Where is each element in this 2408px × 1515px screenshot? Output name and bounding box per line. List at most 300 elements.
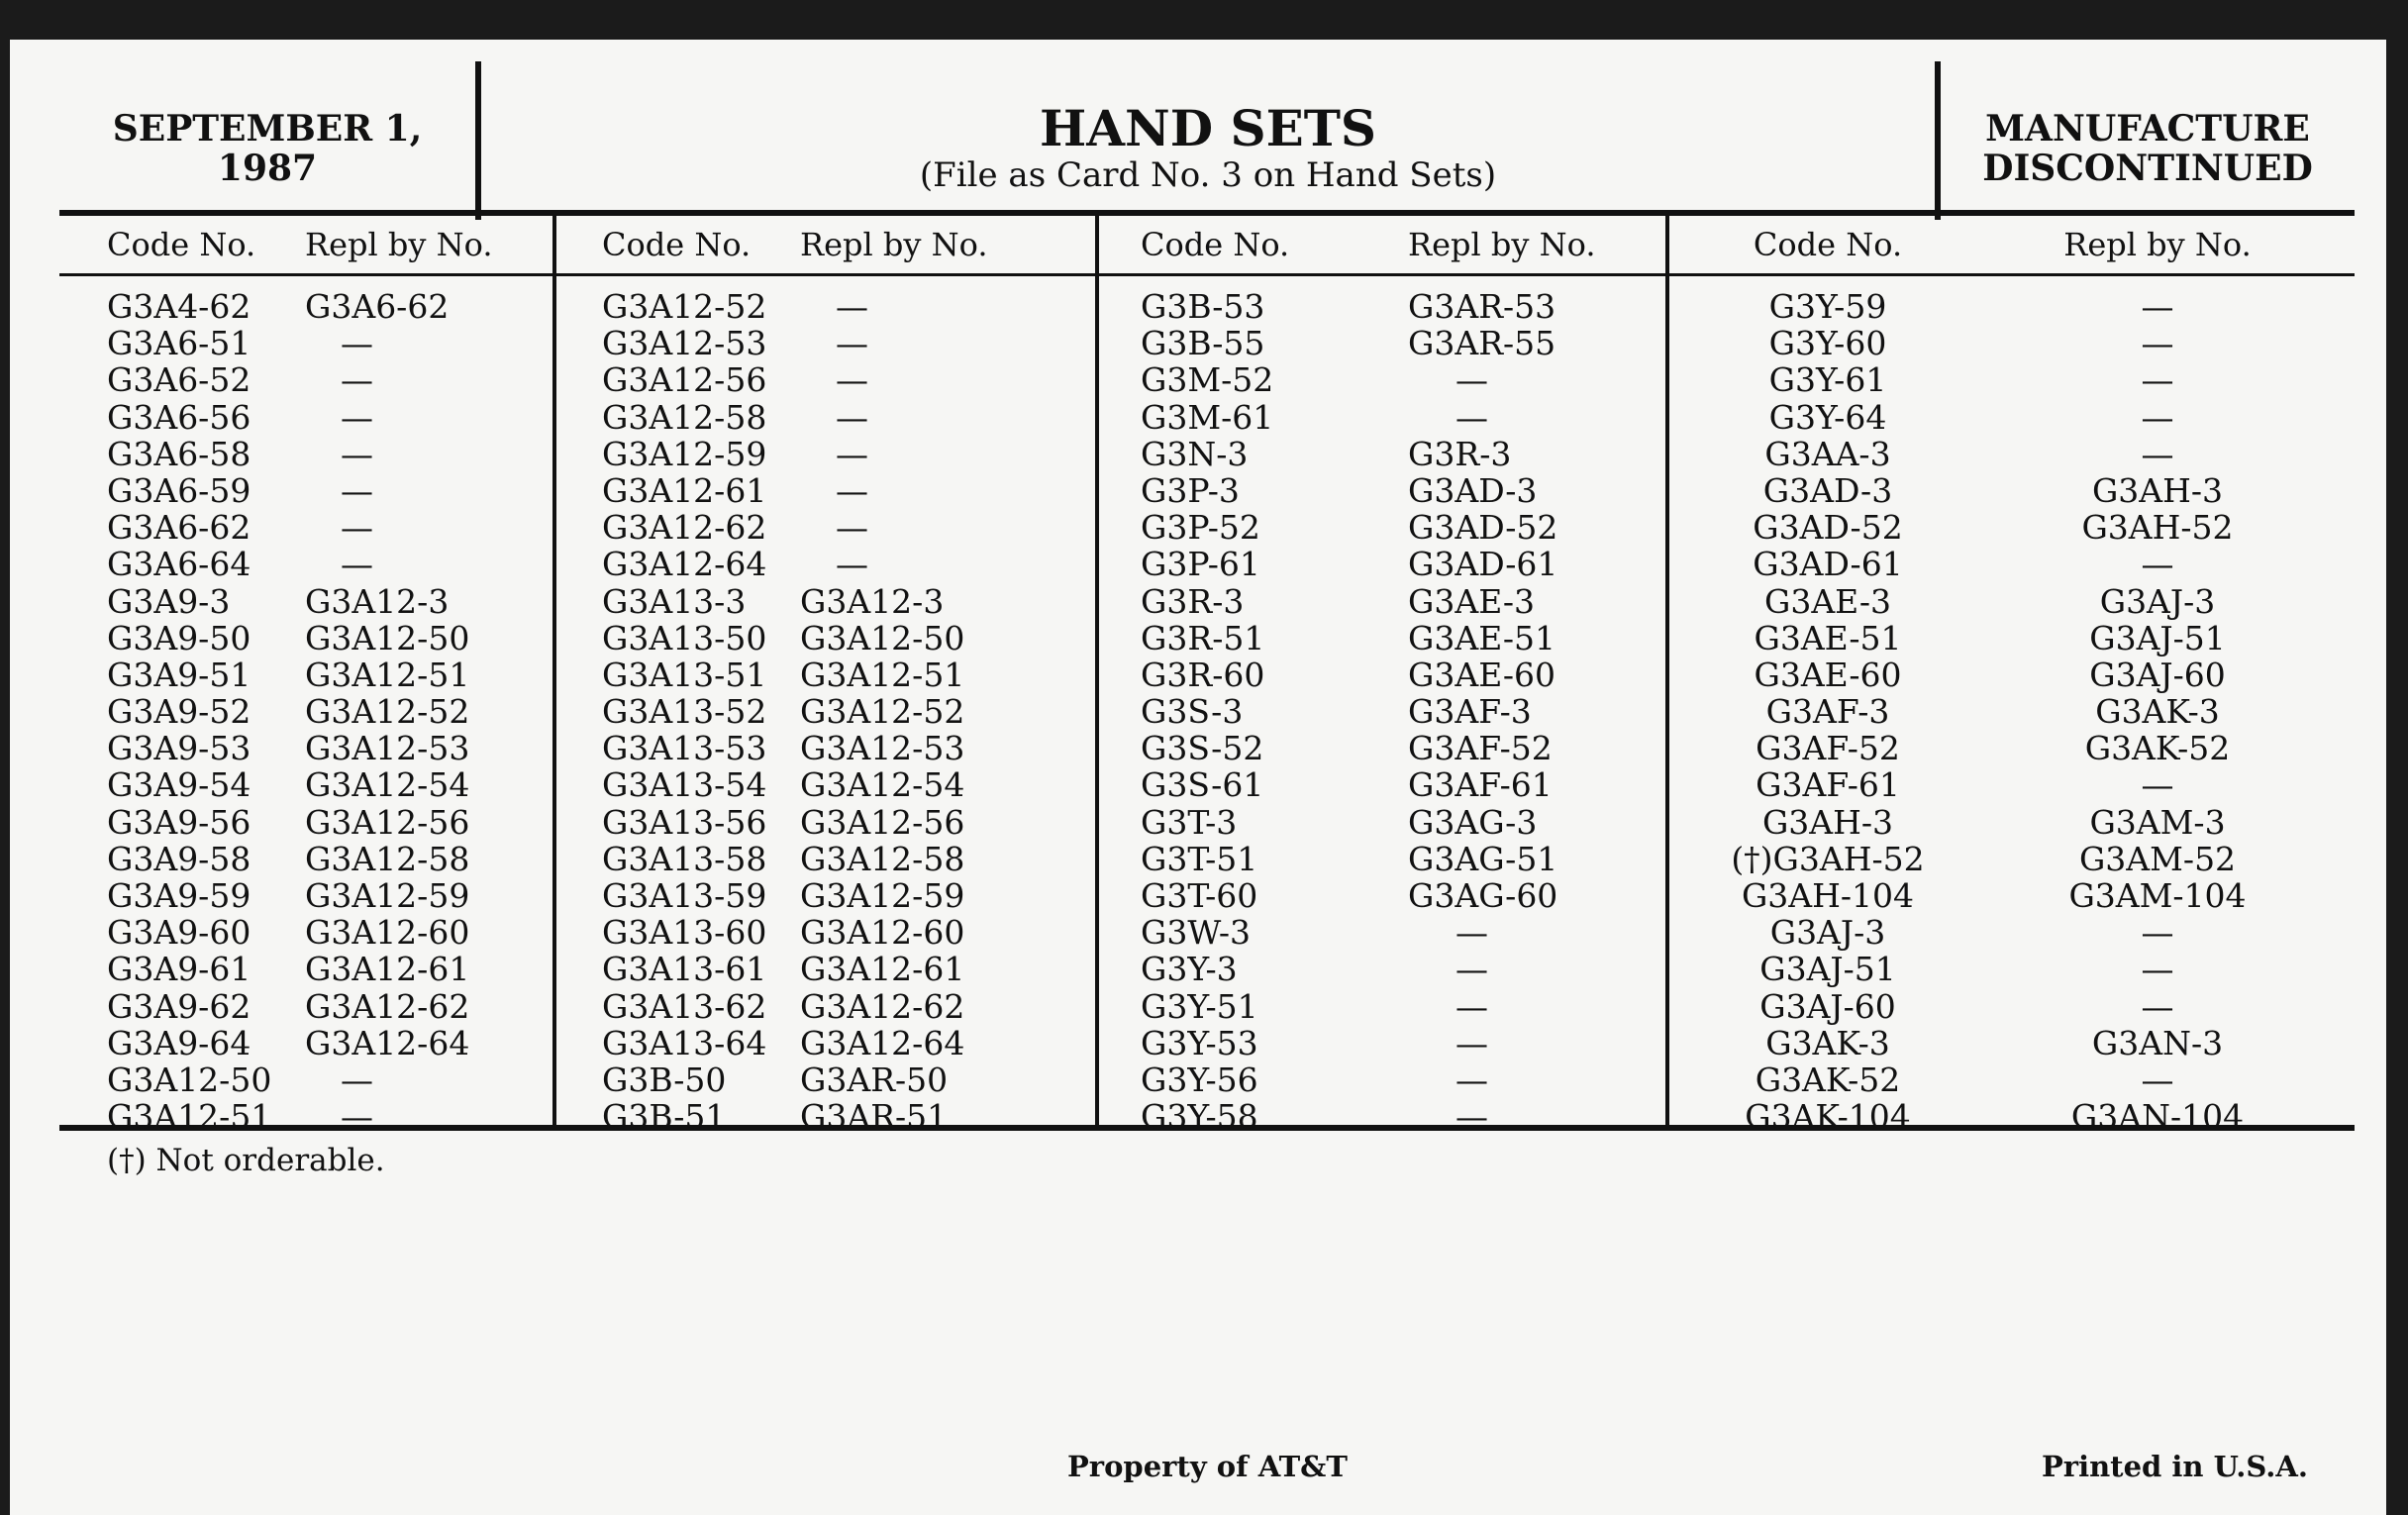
code-number-cell: G3A9-64 xyxy=(107,1023,251,1062)
code-number-cell: G3AJ-51 xyxy=(1759,950,1896,989)
table-row xyxy=(1099,361,1665,398)
column-header-row xyxy=(556,216,1095,276)
code-number-cell: G3A6-64 xyxy=(107,545,251,584)
replacement-number-cell: — xyxy=(341,324,373,363)
table-row xyxy=(59,656,552,693)
code-number-cell: (†)G3AH-52 xyxy=(1731,839,1925,878)
code-number-cell: G3R-51 xyxy=(1141,618,1265,657)
table-row xyxy=(556,472,1095,509)
table-row xyxy=(1669,1061,2355,1098)
code-number-cell: G3Y-51 xyxy=(1141,986,1258,1026)
table-row xyxy=(1099,1025,1665,1061)
table-row xyxy=(1669,399,2355,436)
replacement-number-cell: — xyxy=(1455,360,1488,400)
replacement-number-cell: G3AF-52 xyxy=(1408,729,1553,768)
replacement-number-cell: G3A12-58 xyxy=(800,839,965,878)
replacement-number-cell: — xyxy=(2141,360,2174,400)
code-number-cell: G3P-52 xyxy=(1141,508,1260,548)
code-number-cell: G3A9-58 xyxy=(107,839,251,878)
code-number-cell: G3R-60 xyxy=(1141,655,1265,694)
repl-column-header: Repl by No. xyxy=(800,226,988,263)
code-number-cell: G3A9-53 xyxy=(107,729,251,768)
replacement-number-cell: G3A12-3 xyxy=(305,581,450,621)
code-number-cell: G3AH-104 xyxy=(1741,876,1915,915)
code-number-cell: G3AK-3 xyxy=(1765,1023,1890,1062)
replacement-number-cell: G3AD-52 xyxy=(1408,508,1558,548)
table-body xyxy=(59,276,552,1135)
replacement-number-cell: G3A12-51 xyxy=(800,655,965,694)
code-number-cell: G3A12-53 xyxy=(602,324,767,363)
repl-column-header: Repl by No. xyxy=(2063,226,2252,263)
replacement-number-cell: G3AG-51 xyxy=(1408,839,1558,878)
replacement-number-cell: G3AM-3 xyxy=(2089,802,2226,842)
table-row xyxy=(556,1061,1095,1098)
code-number-cell: G3A13-58 xyxy=(602,839,767,878)
code-number-cell: G3A12-62 xyxy=(602,508,767,548)
code-number-cell: G3A6-56 xyxy=(107,397,251,437)
table-row xyxy=(1099,509,1665,546)
replacement-number-cell: G3AK-52 xyxy=(2084,729,2231,768)
code-number-cell: G3AF-61 xyxy=(1756,765,1900,805)
replacement-number-cell: G3A12-59 xyxy=(305,876,470,915)
table-row xyxy=(59,583,552,620)
table-group-4 xyxy=(1665,216,2355,1137)
code-number-cell: G3AE-60 xyxy=(1754,655,1902,694)
repl-column-header: Repl by No. xyxy=(1408,226,1596,263)
replacement-number-cell: — xyxy=(836,287,868,326)
page-title: HAND SETS xyxy=(1039,99,1377,157)
table-row xyxy=(556,361,1095,398)
replacement-number-cell: — xyxy=(2141,950,2174,989)
table-row xyxy=(1669,1025,2355,1061)
replacement-number-cell: — xyxy=(2141,913,2174,953)
replacement-number-cell: G3A12-56 xyxy=(800,802,965,842)
table-row xyxy=(1669,288,2355,325)
table-row xyxy=(556,766,1095,803)
replacement-number-cell: G3AH-3 xyxy=(2091,470,2224,510)
replacement-number-cell: G3AD-3 xyxy=(1408,470,1538,510)
code-number-cell: G3Y-53 xyxy=(1141,1023,1258,1062)
code-number-cell: G3A9-54 xyxy=(107,765,251,805)
code-number-cell: G3A6-52 xyxy=(107,360,251,400)
code-number-cell: G3A6-58 xyxy=(107,434,251,473)
code-column-header: Code No. xyxy=(107,226,256,263)
status-line-2: DISCONTINUED xyxy=(1982,148,2313,189)
table-row xyxy=(556,325,1095,361)
replacement-number-cell: — xyxy=(836,508,868,548)
table-row xyxy=(59,841,552,877)
table-row xyxy=(1669,730,2355,766)
table-group-1 xyxy=(59,216,552,1137)
code-number-cell: G3Y-3 xyxy=(1141,950,1238,989)
replacement-number-cell: — xyxy=(341,545,373,584)
table-row xyxy=(59,951,552,987)
replacement-number-cell: G3A12-53 xyxy=(800,729,965,768)
table-row xyxy=(1099,288,1665,325)
replacement-number-cell: G3A12-52 xyxy=(800,692,965,732)
table-row xyxy=(1669,472,2355,509)
code-number-cell: G3Y-61 xyxy=(1768,360,1887,400)
column-header-row xyxy=(59,216,552,276)
replacement-number-cell: G3A12-54 xyxy=(800,765,965,805)
table-row xyxy=(556,399,1095,436)
code-number-cell: G3B-55 xyxy=(1141,324,1265,363)
code-number-cell: G3AD-3 xyxy=(1762,470,1893,510)
code-number-cell: G3T-3 xyxy=(1141,802,1238,842)
code-number-cell: G3P-3 xyxy=(1141,470,1240,510)
table-row xyxy=(1099,399,1665,436)
code-number-cell: G3A9-61 xyxy=(107,950,251,989)
table-row xyxy=(59,288,552,325)
table-row xyxy=(59,1061,552,1098)
status-block xyxy=(1935,61,2355,220)
replacement-number-cell: G3A12-60 xyxy=(305,913,470,953)
replacement-number-cell: G3AM-52 xyxy=(2078,839,2237,878)
table-row xyxy=(556,436,1095,472)
date-line-2: 1987 xyxy=(217,148,318,189)
printed-notice: Printed in U.S.A. xyxy=(2042,1450,2308,1483)
code-number-cell: G3A6-51 xyxy=(107,324,251,363)
table-row xyxy=(556,1025,1095,1061)
table-row xyxy=(59,361,552,398)
replacement-number-cell: — xyxy=(341,434,373,473)
table-row xyxy=(1099,325,1665,361)
replacement-number-cell: — xyxy=(1455,397,1488,437)
table-row xyxy=(556,841,1095,877)
table-row xyxy=(1669,951,2355,987)
table-row xyxy=(1099,1098,1665,1135)
code-number-cell: G3A13-60 xyxy=(602,913,767,953)
table-row xyxy=(556,546,1095,582)
table-row xyxy=(556,620,1095,656)
code-number-cell: G3AJ-3 xyxy=(1769,913,1886,953)
code-number-cell: G3A12-50 xyxy=(107,1060,272,1099)
table-row xyxy=(1669,1098,2355,1135)
table-row xyxy=(1099,620,1665,656)
table-row xyxy=(1669,546,2355,582)
replacement-number-cell: G3A6-62 xyxy=(305,287,450,326)
code-number-cell: G3Y-59 xyxy=(1768,287,1887,326)
column-header-row xyxy=(1669,216,2355,276)
replacement-number-cell: G3AR-50 xyxy=(800,1060,949,1099)
code-number-cell: G3M-52 xyxy=(1141,360,1274,400)
replacement-number-cell: — xyxy=(2141,765,2174,805)
code-number-cell: G3A9-3 xyxy=(107,581,231,621)
code-number-cell: G3A9-50 xyxy=(107,618,251,657)
replacement-number-cell: G3A12-54 xyxy=(305,765,470,805)
replacement-number-cell: G3A12-61 xyxy=(305,950,470,989)
table-row xyxy=(59,436,552,472)
code-number-cell: G3A12-52 xyxy=(602,287,767,326)
table-row xyxy=(556,1098,1095,1135)
replacement-number-cell: — xyxy=(2141,1060,2174,1099)
table-row xyxy=(59,399,552,436)
table-group-2 xyxy=(552,216,1095,1137)
replacement-number-cell: — xyxy=(1455,986,1488,1026)
table-row xyxy=(59,730,552,766)
table-row xyxy=(1099,951,1665,987)
code-number-cell: G3Y-58 xyxy=(1141,1097,1258,1137)
code-column-header: Code No. xyxy=(1753,226,1903,263)
code-number-cell: G3AE-3 xyxy=(1763,581,1892,621)
table-body xyxy=(1099,276,1665,1135)
table-row xyxy=(59,620,552,656)
table-row xyxy=(1669,361,2355,398)
table-row xyxy=(59,472,552,509)
code-number-cell: G3A13-56 xyxy=(602,802,767,842)
replacement-number-cell: — xyxy=(2141,986,2174,1026)
code-number-cell: G3A6-59 xyxy=(107,470,251,510)
replacement-number-cell: G3AF-3 xyxy=(1408,692,1532,732)
footnote: (†) Not orderable. xyxy=(107,1143,385,1178)
repl-column-header: Repl by No. xyxy=(305,226,493,263)
table-row xyxy=(1099,546,1665,582)
table-row xyxy=(1669,804,2355,841)
table-row xyxy=(556,951,1095,987)
replacement-number-cell: — xyxy=(836,397,868,437)
code-number-cell: G3T-60 xyxy=(1141,876,1258,915)
replacement-number-cell: — xyxy=(836,434,868,473)
code-number-cell: G3N-3 xyxy=(1141,434,1249,473)
replacement-number-cell: G3AG-60 xyxy=(1408,876,1558,915)
code-number-cell: G3AK-104 xyxy=(1745,1097,1911,1137)
replacement-number-cell: G3A12-56 xyxy=(305,802,470,842)
replacement-number-cell: — xyxy=(1455,1060,1488,1099)
code-number-cell: G3Y-64 xyxy=(1768,397,1887,437)
code-number-cell: G3R-3 xyxy=(1141,581,1245,621)
table-row xyxy=(1669,325,2355,361)
table-row xyxy=(59,877,552,914)
code-number-cell: G3A13-53 xyxy=(602,729,767,768)
table-row xyxy=(556,988,1095,1025)
code-number-cell: G3A9-59 xyxy=(107,876,251,915)
table-row xyxy=(59,509,552,546)
code-number-cell: G3AA-3 xyxy=(1764,434,1891,473)
code-number-cell: G3A9-62 xyxy=(107,986,251,1026)
code-number-cell: G3Y-56 xyxy=(1141,1060,1258,1099)
table-row xyxy=(556,656,1095,693)
replacement-number-cell: G3A12-50 xyxy=(305,618,470,657)
replacement-number-cell: — xyxy=(1455,1097,1488,1137)
replacement-number-cell: G3A12-53 xyxy=(305,729,470,768)
code-number-cell: G3B-51 xyxy=(602,1097,727,1137)
table-row xyxy=(59,325,552,361)
title-block xyxy=(481,61,1935,220)
table-row xyxy=(1669,693,2355,730)
table-body xyxy=(1669,276,2355,1135)
code-number-cell: G3A9-51 xyxy=(107,655,251,694)
table-row xyxy=(1669,877,2355,914)
replacement-number-cell: G3A12-61 xyxy=(800,950,965,989)
table-row xyxy=(59,693,552,730)
code-number-cell: G3AF-3 xyxy=(1765,692,1890,732)
table-row xyxy=(1099,472,1665,509)
code-number-cell: G3A9-56 xyxy=(107,802,251,842)
code-number-cell: G3A4-62 xyxy=(107,287,251,326)
replacement-number-cell: — xyxy=(836,360,868,400)
code-number-cell: G3A12-61 xyxy=(602,470,767,510)
table-row xyxy=(1099,877,1665,914)
table-row xyxy=(59,546,552,582)
table-row xyxy=(1099,988,1665,1025)
code-number-cell: G3A12-51 xyxy=(107,1097,272,1137)
table-row xyxy=(1099,766,1665,803)
replacement-number-cell: — xyxy=(341,397,373,437)
date-block xyxy=(59,61,481,220)
replacement-number-cell: G3R-3 xyxy=(1408,434,1512,473)
code-number-cell: G3A12-56 xyxy=(602,360,767,400)
table-row xyxy=(59,914,552,951)
table-row xyxy=(1099,436,1665,472)
code-column-header: Code No. xyxy=(1141,226,1290,263)
code-number-cell: G3A12-58 xyxy=(602,397,767,437)
replacement-table xyxy=(59,210,2355,1137)
table-row xyxy=(1099,693,1665,730)
table-row xyxy=(1669,436,2355,472)
replacement-number-cell: — xyxy=(836,470,868,510)
code-number-cell: G3A12-59 xyxy=(602,434,767,473)
table-row xyxy=(1099,841,1665,877)
code-number-cell: G3A13-52 xyxy=(602,692,767,732)
table-row xyxy=(1669,841,2355,877)
code-number-cell: G3T-51 xyxy=(1141,839,1258,878)
replacement-number-cell: G3AJ-51 xyxy=(2089,618,2226,657)
replacement-number-cell: — xyxy=(836,324,868,363)
property-notice: Property of AT&T xyxy=(1067,1450,1348,1483)
code-column-header: Code No. xyxy=(602,226,752,263)
replacement-number-cell: G3A12-59 xyxy=(800,876,965,915)
replacement-number-cell: G3AR-55 xyxy=(1408,324,1556,363)
table-row xyxy=(556,914,1095,951)
replacement-number-cell: G3AN-3 xyxy=(2091,1023,2224,1062)
code-number-cell: G3S-3 xyxy=(1141,692,1244,732)
replacement-number-cell: — xyxy=(341,508,373,548)
code-number-cell: G3A13-50 xyxy=(602,618,767,657)
replacement-number-cell: G3A12-3 xyxy=(800,581,945,621)
table-row xyxy=(556,730,1095,766)
column-header-row xyxy=(1099,216,1665,276)
replacement-number-cell: G3A12-60 xyxy=(800,913,965,953)
table-row xyxy=(1669,914,2355,951)
table-group-3 xyxy=(1095,216,1665,1137)
replacement-number-cell: G3AD-61 xyxy=(1408,545,1558,584)
table-row xyxy=(556,509,1095,546)
code-number-cell: G3A6-62 xyxy=(107,508,251,548)
catalog-card xyxy=(10,40,2386,1515)
replacement-number-cell: G3A12-52 xyxy=(305,692,470,732)
replacement-number-cell: G3AE-51 xyxy=(1408,618,1556,657)
code-number-cell: G3A13-62 xyxy=(602,986,767,1026)
code-number-cell: G3A13-3 xyxy=(602,581,747,621)
replacement-number-cell: — xyxy=(1455,1023,1488,1062)
table-row xyxy=(1669,766,2355,803)
table-row xyxy=(556,583,1095,620)
code-number-cell: G3B-50 xyxy=(602,1060,727,1099)
replacement-number-cell: G3AR-51 xyxy=(800,1097,949,1137)
status-line-1: MANUFACTURE xyxy=(1985,108,2310,150)
code-number-cell: G3AH-3 xyxy=(1761,802,1894,842)
replacement-number-cell: — xyxy=(2141,397,2174,437)
table-row xyxy=(1099,1061,1665,1098)
code-number-cell: G3P-61 xyxy=(1141,545,1260,584)
code-number-cell: G3A9-52 xyxy=(107,692,251,732)
table-row xyxy=(1669,583,2355,620)
table-row xyxy=(556,693,1095,730)
code-number-cell: G3AF-52 xyxy=(1756,729,1900,768)
code-number-cell: G3S-52 xyxy=(1141,729,1264,768)
table-row xyxy=(59,988,552,1025)
replacement-number-cell: G3AH-52 xyxy=(2081,508,2234,548)
replacement-number-cell: G3AG-3 xyxy=(1408,802,1538,842)
replacement-number-cell: G3A12-64 xyxy=(305,1023,470,1062)
replacement-number-cell: G3AM-104 xyxy=(2068,876,2247,915)
code-number-cell: G3A13-59 xyxy=(602,876,767,915)
replacement-number-cell: — xyxy=(2141,545,2174,584)
code-number-cell: G3A13-64 xyxy=(602,1023,767,1062)
replacement-number-cell: G3AR-53 xyxy=(1408,287,1556,326)
replacement-number-cell: — xyxy=(2141,434,2174,473)
table-row xyxy=(556,804,1095,841)
replacement-number-cell: — xyxy=(1455,950,1488,989)
table-row xyxy=(1669,988,2355,1025)
code-number-cell: G3AE-51 xyxy=(1754,618,1902,657)
table-row xyxy=(1099,656,1665,693)
code-number-cell: G3W-3 xyxy=(1141,913,1252,953)
table-row xyxy=(1099,583,1665,620)
table-row xyxy=(1099,804,1665,841)
table-row xyxy=(1099,730,1665,766)
replacement-number-cell: — xyxy=(341,1060,373,1099)
replacement-number-cell: G3AF-61 xyxy=(1408,765,1553,805)
code-number-cell: G3M-61 xyxy=(1141,397,1274,437)
replacement-number-cell: G3AJ-60 xyxy=(2089,655,2226,694)
replacement-number-cell: — xyxy=(836,545,868,584)
code-number-cell: G3A12-64 xyxy=(602,545,767,584)
replacement-number-cell: — xyxy=(341,360,373,400)
table-body xyxy=(556,276,1095,1135)
replacement-number-cell: G3A12-62 xyxy=(800,986,965,1026)
date-line-1: SEPTEMBER 1, xyxy=(112,108,423,150)
code-number-cell: G3A13-61 xyxy=(602,950,767,989)
replacement-number-cell: — xyxy=(341,1097,373,1137)
replacement-number-cell: G3A12-51 xyxy=(305,655,470,694)
code-number-cell: G3AK-52 xyxy=(1755,1060,1901,1099)
replacement-number-cell: — xyxy=(1455,913,1488,953)
code-number-cell: G3B-53 xyxy=(1141,287,1265,326)
code-number-cell: G3A13-54 xyxy=(602,765,767,805)
table-row xyxy=(1669,509,2355,546)
table-row xyxy=(1099,914,1665,951)
replacement-number-cell: G3A12-62 xyxy=(305,986,470,1026)
table-row xyxy=(556,288,1095,325)
card-header xyxy=(59,61,2355,220)
replacement-number-cell: G3AJ-3 xyxy=(2099,581,2216,621)
replacement-number-cell: G3A12-50 xyxy=(800,618,965,657)
code-number-cell: G3Y-60 xyxy=(1768,324,1887,363)
replacement-number-cell: G3AE-3 xyxy=(1408,581,1536,621)
replacement-number-cell: G3A12-64 xyxy=(800,1023,965,1062)
replacement-number-cell: G3AN-104 xyxy=(2070,1097,2245,1137)
code-number-cell: G3AD-61 xyxy=(1753,545,1903,584)
table-row xyxy=(59,766,552,803)
table-row xyxy=(556,877,1095,914)
replacement-number-cell: — xyxy=(2141,324,2174,363)
table-row xyxy=(59,1025,552,1061)
table-row xyxy=(59,1098,552,1135)
table-row xyxy=(1669,620,2355,656)
code-number-cell: G3A13-51 xyxy=(602,655,767,694)
code-number-cell: G3AJ-60 xyxy=(1759,986,1896,1026)
